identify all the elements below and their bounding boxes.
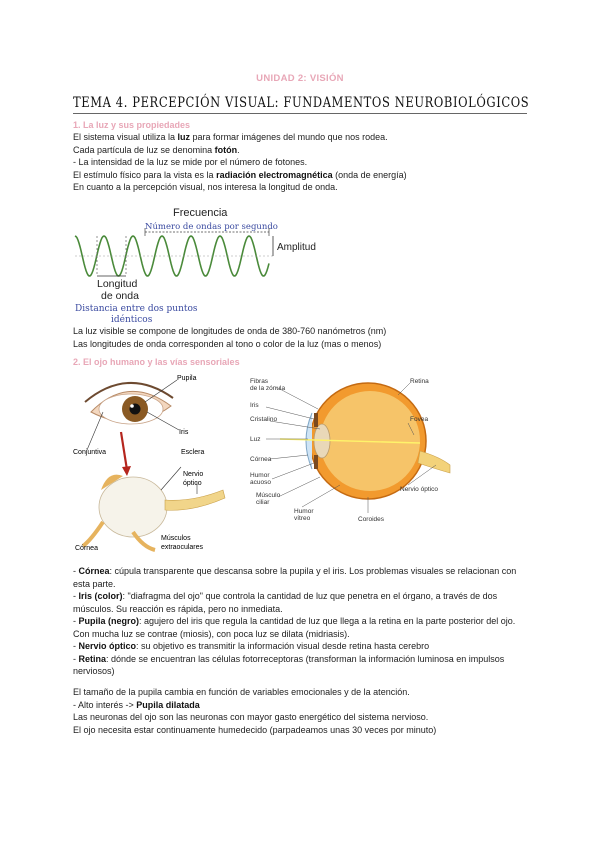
text-line: - Iris (color): "diafragma del ojo" que controla la cantidad de luz que penetra en el órgano, a través de dos músculos. Su reacción es rápida, pero no inmediata. [73, 591, 498, 614]
eye-cross-section-illustration [250, 373, 450, 525]
longitud-note-1: Distancia entre dos puntos [75, 304, 198, 314]
closing-paragraph [73, 686, 533, 736]
text-line: El tamaño de la pupila cambia en función de variables emocionales y de la atención. [73, 687, 410, 697]
iris-label: Iris [179, 429, 189, 436]
optic-nerve-section [418, 451, 450, 473]
conjuntiva-pointer [87, 412, 103, 450]
bold-term: Retina [78, 653, 107, 664]
amplitud-label: Amplitud [277, 242, 316, 253]
bold-term: radiación electromagnética [216, 169, 333, 180]
cornea-shape [306, 413, 312, 469]
pupila-label: Pupila [177, 375, 197, 382]
title-underline [73, 113, 527, 114]
longitud-label-1: Longitud [97, 278, 138, 290]
text-line: - Retina: dónde se encuentran las células fotorreceptoras (transforman la información luminosa en impulsos nerviosos) [73, 653, 505, 676]
fovea-label: Fovea [410, 416, 429, 423]
iris-pointer [147, 412, 179, 430]
musculo-ciliar-label-1: Músculo [256, 492, 281, 499]
longitud-note-2: idénticos [111, 315, 153, 325]
text-line: El ojo necesita estar continuamente humedecido (parpadeamos unas 30 veces por minuto) [73, 724, 437, 735]
bold-term: Pupila dilatada [136, 699, 200, 710]
cornea-ext-label: Córnea [75, 545, 98, 552]
text-line: - Pupila (negro): agujero del iris que regula la cantidad de luz que llega a la retina en la parte posterior del ojo. Con mucha luz se contrae (miosis), con poca luz se dilata (midriasis). [73, 616, 516, 639]
fibras-label-1: Fibras [250, 378, 269, 385]
topic-title: TEMA 4. PERCEPCIÓN VISUAL: FUNDAMENTOS NEUROBIOLÓGICOS [73, 93, 530, 111]
musculos-label-1: Músculos [161, 535, 191, 542]
humor-acuoso-label-1: Humor [250, 472, 270, 479]
retina-label: Retina [410, 378, 429, 385]
frecuencia-note: Número de ondas por segundo [145, 222, 278, 232]
unit-title: UNIDAD 2: VISIÓN [256, 73, 344, 84]
iris-bottom [314, 455, 318, 469]
after-wave-paragraph [73, 325, 533, 350]
text-line: En cuanto a la percepción visual, nos interesa la longitud de onda. [73, 182, 338, 192]
arrow-head [122, 466, 131, 476]
cristalino-label: Cristalino [250, 416, 278, 423]
musculo-ciliar-label-2: ciliar [256, 499, 270, 506]
external-eye-illustration [73, 372, 233, 554]
text-line: Las neuronas del ojo son las neuronas con mayor gasto energético del sistema nervioso. [73, 712, 429, 722]
fibras-label-2: de la zónula [250, 385, 286, 392]
text-line: - La intensidad de la luz se mide por el número de fotones. [73, 157, 308, 167]
text-line: Las longitudes de onda corresponden al tono o color de la luz (mas o menos) [73, 338, 382, 349]
optic-nerve-shape [165, 490, 225, 510]
bold-term: Iris (color) [78, 591, 123, 601]
pupila-pointer [145, 380, 177, 402]
bold-term: luz [177, 132, 191, 142]
frecuencia-label: Frecuencia [173, 207, 228, 219]
text-line: El estímulo físico para la vista es la radiación electromagnética (onda de energía) [73, 169, 407, 180]
arrow-down [121, 432, 127, 470]
text-line: - Alto interés -> Pupila dilatada [73, 699, 200, 710]
conjuntiva-label: Conjuntiva [73, 449, 107, 456]
cornea-section-label: Córnea [250, 456, 272, 463]
musculos-label-2: extraoculares [161, 544, 204, 551]
text-line: La luz visible se compone de longitudes de onda de 380-760 nanómetros (nm) [73, 326, 387, 336]
iris-top [314, 413, 318, 427]
text-line: El sistema visual utiliza la luz para formar imágenes del mundo que nos rodea. [73, 132, 388, 142]
bold-term: Nervio óptico [78, 641, 137, 651]
humor-vitreo-label-2: vítreo [294, 515, 311, 522]
iris-section-label: Iris [250, 402, 259, 409]
muscle-left [83, 522, 103, 546]
bold-term: Pupila (negro) [78, 616, 139, 626]
text-line: - Nervio óptico: su objetivo es transmitir la información visual desde retina hasta cerebro [73, 641, 430, 651]
esclera-pointer [161, 467, 181, 490]
wave-diagram [73, 206, 316, 325]
section1-paragraph [73, 131, 533, 194]
section1-heading: 1. La luz y sus propiedades [73, 120, 191, 130]
eye-highlight [130, 404, 134, 408]
section2-heading: 2. El ojo humano y las vías sensoriales [73, 357, 240, 367]
eyeball [99, 477, 167, 537]
luz-label: Luz [250, 436, 261, 443]
nervio-label-1: Nervio [183, 471, 204, 478]
text-line: Cada partícula de luz se denomina fotón. [73, 144, 240, 155]
definitions-list [73, 565, 533, 678]
esclera-label: Esclera [181, 449, 205, 456]
longitud-label-2: de onda [101, 290, 139, 302]
coroides-label: Coroides [358, 516, 385, 523]
nervio-optico-section-label: Nervio óptico [400, 486, 438, 493]
bold-term: fotón [214, 144, 238, 155]
bold-term: Córnea [78, 566, 110, 576]
text-line: - Córnea: cúpula transparente que descansa sobre la pupila y el iris. Los problemas visuales se relacionan con esta parte. [73, 566, 517, 589]
humor-vitreo-label-1: Humor [294, 508, 314, 515]
humor-acuoso-label-2: acuoso [250, 479, 271, 486]
nervio-label-2: óptico [183, 480, 202, 487]
